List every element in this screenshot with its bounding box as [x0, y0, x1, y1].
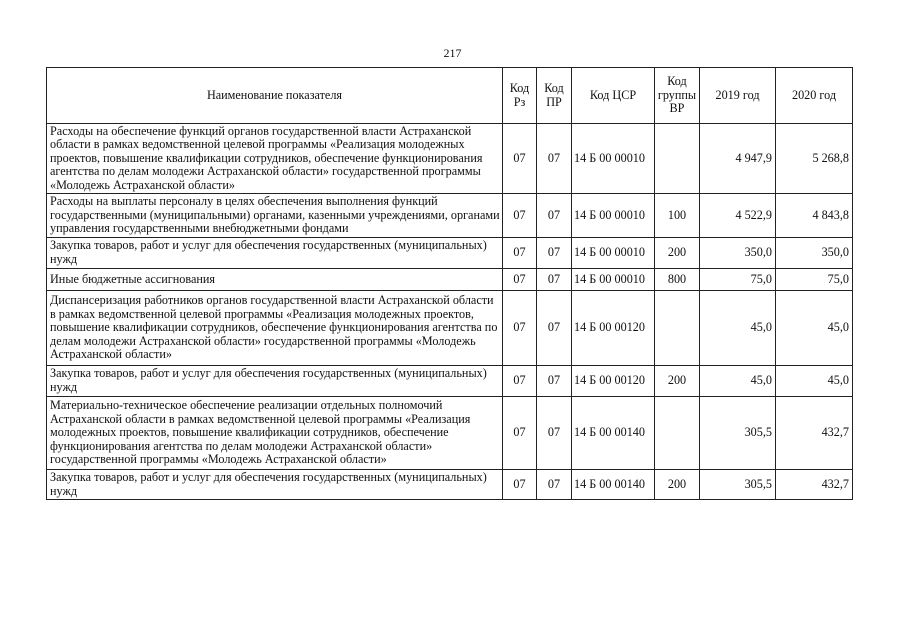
table-row [47, 397, 853, 470]
row-2020: 350,0 [776, 238, 853, 269]
row-csr: 14 Б 00 00010 [572, 194, 655, 238]
row-rz: 07 [503, 238, 537, 269]
row-rz: 07 [503, 194, 537, 238]
row-2019: 4 947,9 [700, 124, 776, 194]
row-pr: 07 [537, 238, 572, 269]
row-name: Закупка товаров, работ и услуг для обеспечения государственных (муниципальных) нужд [47, 238, 503, 269]
row-rz: 07 [503, 397, 537, 470]
row-2020: 45,0 [776, 366, 853, 397]
row-rz: 07 [503, 291, 537, 366]
row-name: Расходы на выплаты персоналу в целях обеспечения выполнения функций государственными (муниципальными) органами, казенными учреждениями, органами управления государственными внебюджетными фондами [47, 194, 503, 238]
row-vr [655, 291, 700, 366]
table-row [47, 124, 853, 194]
row-2019: 45,0 [700, 366, 776, 397]
row-2019: 350,0 [700, 238, 776, 269]
row-vr: 200 [655, 470, 700, 500]
table-row [47, 194, 853, 238]
row-vr: 100 [655, 194, 700, 238]
row-vr: 200 [655, 366, 700, 397]
row-vr [655, 124, 700, 194]
header-2020: 2020 год [776, 68, 853, 124]
row-pr: 07 [537, 397, 572, 470]
header-rz: Код Рз [503, 68, 537, 124]
row-pr: 07 [537, 470, 572, 500]
row-2019: 75,0 [700, 269, 776, 291]
row-2019: 305,5 [700, 470, 776, 500]
row-pr: 07 [537, 366, 572, 397]
table-row [47, 470, 853, 500]
table-row [47, 291, 853, 366]
row-csr: 14 Б 00 00140 [572, 470, 655, 500]
row-pr: 07 [537, 291, 572, 366]
row-2020: 5 268,8 [776, 124, 853, 194]
row-csr: 14 Б 00 00140 [572, 397, 655, 470]
row-pr: 07 [537, 194, 572, 238]
row-name: Закупка товаров, работ и услуг для обеспечения государственных (муниципальных) нужд [47, 470, 503, 500]
header-2019: 2019 год [700, 68, 776, 124]
row-2019: 4 522,9 [700, 194, 776, 238]
row-vr [655, 397, 700, 470]
row-rz: 07 [503, 366, 537, 397]
header-name: Наименование показателя [47, 68, 503, 124]
table-row [47, 366, 853, 397]
row-csr: 14 Б 00 00010 [572, 269, 655, 291]
budget-table [46, 67, 853, 500]
row-csr: 14 Б 00 00120 [572, 366, 655, 397]
row-name: Закупка товаров, работ и услуг для обеспечения государственных (муниципальных) нужд [47, 366, 503, 397]
row-name: Материально-техническое обеспечение реализации отдельных полномочий Астраханской области в рамках ведомственной целевой программы «Реализация молодежных проектов, повышение квалификации сотрудников, обеспечение функционирования агентства по делам молодежи Астраханской области» государственной программы «Молодежь Астраханской области» [47, 397, 503, 470]
row-2019: 45,0 [700, 291, 776, 366]
row-vr: 200 [655, 238, 700, 269]
page-number: 217 [443, 46, 462, 60]
row-pr: 07 [537, 269, 572, 291]
row-name: Иные бюджетные ассигнования [47, 269, 503, 291]
header-csr: Код ЦСР [572, 68, 655, 124]
row-2020: 75,0 [776, 269, 853, 291]
table-row [47, 238, 853, 269]
row-csr: 14 Б 00 00010 [572, 124, 655, 194]
table-header-row [47, 68, 853, 124]
row-csr: 14 Б 00 00010 [572, 238, 655, 269]
row-rz: 07 [503, 470, 537, 500]
row-rz: 07 [503, 124, 537, 194]
row-2020: 432,7 [776, 470, 853, 500]
row-pr: 07 [537, 124, 572, 194]
header-vr: Код группы ВР [655, 68, 700, 124]
table-row [47, 269, 853, 291]
row-csr: 14 Б 00 00120 [572, 291, 655, 366]
row-rz: 07 [503, 269, 537, 291]
row-2020: 4 843,8 [776, 194, 853, 238]
row-2020: 432,7 [776, 397, 853, 470]
row-2020: 45,0 [776, 291, 853, 366]
header-pr: Код ПР [537, 68, 572, 124]
row-vr: 800 [655, 269, 700, 291]
row-2019: 305,5 [700, 397, 776, 470]
row-name: Диспансеризация работников органов государственной власти Астраханской области в рамках ведомственной целевой программы «Реализация молодежных проектов, повышение квалификации сотрудников, обеспечение функционирования агентства по делам молодежи Астраханской области» государственной программы «Молодежь Астраханской области» [47, 291, 503, 366]
row-name: Расходы на обеспечение функций органов государственной власти Астраханской области в рамках ведомственной целевой программы «Реализация молодежных проектов, повышение квалификации сотрудников, обеспечение функционирования агентства по делам молодежи Астраханской области» государственной программы «Молодежь Астраханской области» [47, 124, 503, 194]
